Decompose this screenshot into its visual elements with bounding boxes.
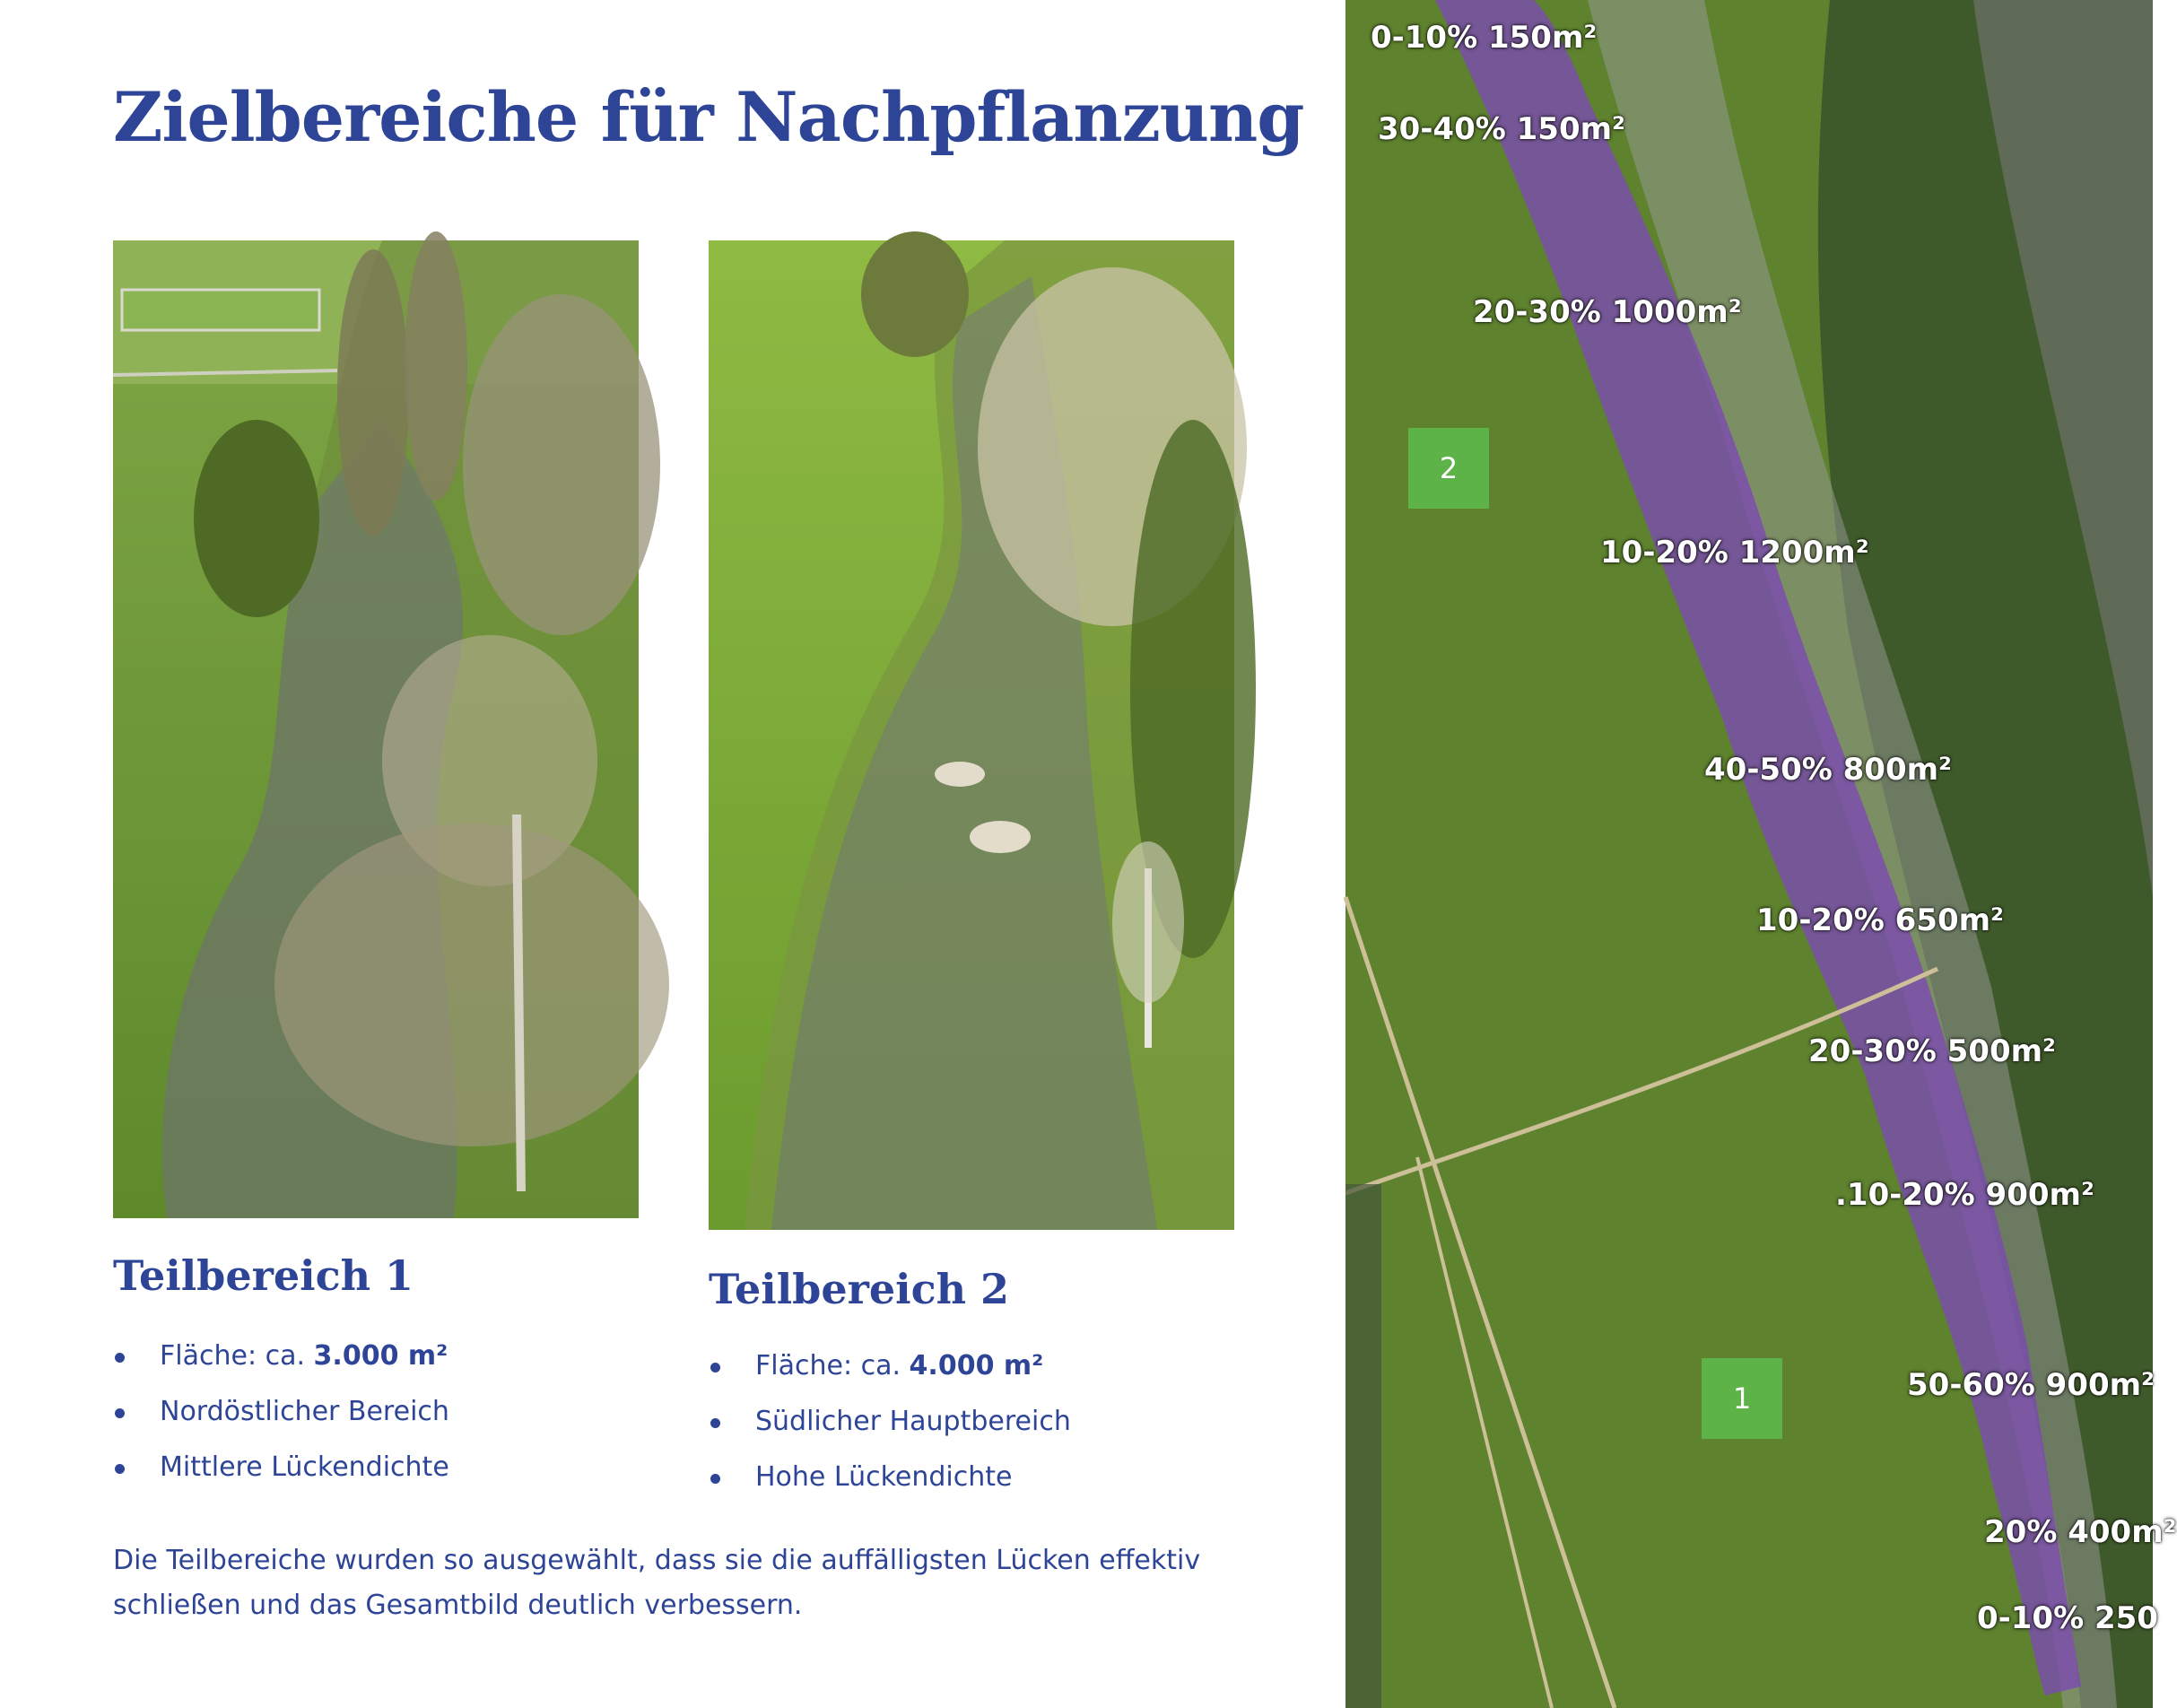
area-value: 3.000 m² (313, 1340, 448, 1372)
map-zone-label: 0-10% 150m² (1371, 20, 1598, 56)
area-label: Fläche: ca. (755, 1350, 910, 1381)
map-zone-label: 30-40% 150m² (1378, 111, 1625, 147)
density-text: Mittlere Lückendichte (160, 1451, 449, 1483)
map-zone-label: 20% 400m² (1984, 1514, 2177, 1550)
map-zone-label: .10-20% 900m² (1835, 1177, 2094, 1213)
area-value: 4.000 m² (909, 1350, 1044, 1381)
list-item (113, 1440, 449, 1495)
list-item (113, 1329, 449, 1384)
list-item (709, 1394, 1071, 1450)
list-item (113, 1384, 449, 1440)
location-text: Südlicher Hauptbereich (755, 1406, 1071, 1437)
area-label: Fläche: ca. (160, 1340, 314, 1372)
photo-teilbereich-2 (709, 240, 1234, 1230)
map-zone-label: 10-20% 1200m² (1600, 535, 1869, 571)
aerial-photo-2 (709, 240, 1234, 1230)
density-text: Hohe Lückendichte (755, 1461, 1013, 1493)
zone-marker-2: 2 (1408, 428, 1489, 509)
teilbereich-2-facts (709, 1338, 1071, 1505)
map-zone-label: 20-30% 500m² (1808, 1033, 2056, 1069)
teilbereich-1-heading: Teilbereich 1 (113, 1251, 414, 1300)
selection-note: Die Teilbereiche wurden so ausgewählt, dass sie die auffälligsten Lücken effektiv schließen und das Gesamtbild deutlich verbessern. (113, 1545, 1201, 1621)
map-zone-label: 50-60% 900m² (1907, 1367, 2155, 1403)
teilbereich-1-facts (113, 1329, 449, 1495)
map-zone-label: 40-50% 800m² (1704, 752, 1952, 788)
map-zone-label: 0-10% 250 (1977, 1600, 2158, 1636)
map-background (1345, 0, 2153, 1708)
zone-marker-1: 1 (1702, 1358, 1782, 1439)
location-text: Nordöstlicher Bereich (160, 1396, 449, 1427)
photo-teilbereich-1 (113, 240, 639, 1218)
teilbereich-2-heading: Teilbereich 2 (709, 1265, 1010, 1313)
list-item (709, 1338, 1071, 1394)
page-title: Zielbereiche für Nachpflanzung (113, 77, 1304, 157)
map-zone-label: 20-30% 1000m² (1473, 294, 1742, 330)
aerial-photo-1 (113, 240, 639, 1218)
map-zone-label: 10-20% 650m² (1756, 902, 2004, 938)
aerial-map (1345, 0, 2177, 1708)
list-item (709, 1450, 1071, 1505)
